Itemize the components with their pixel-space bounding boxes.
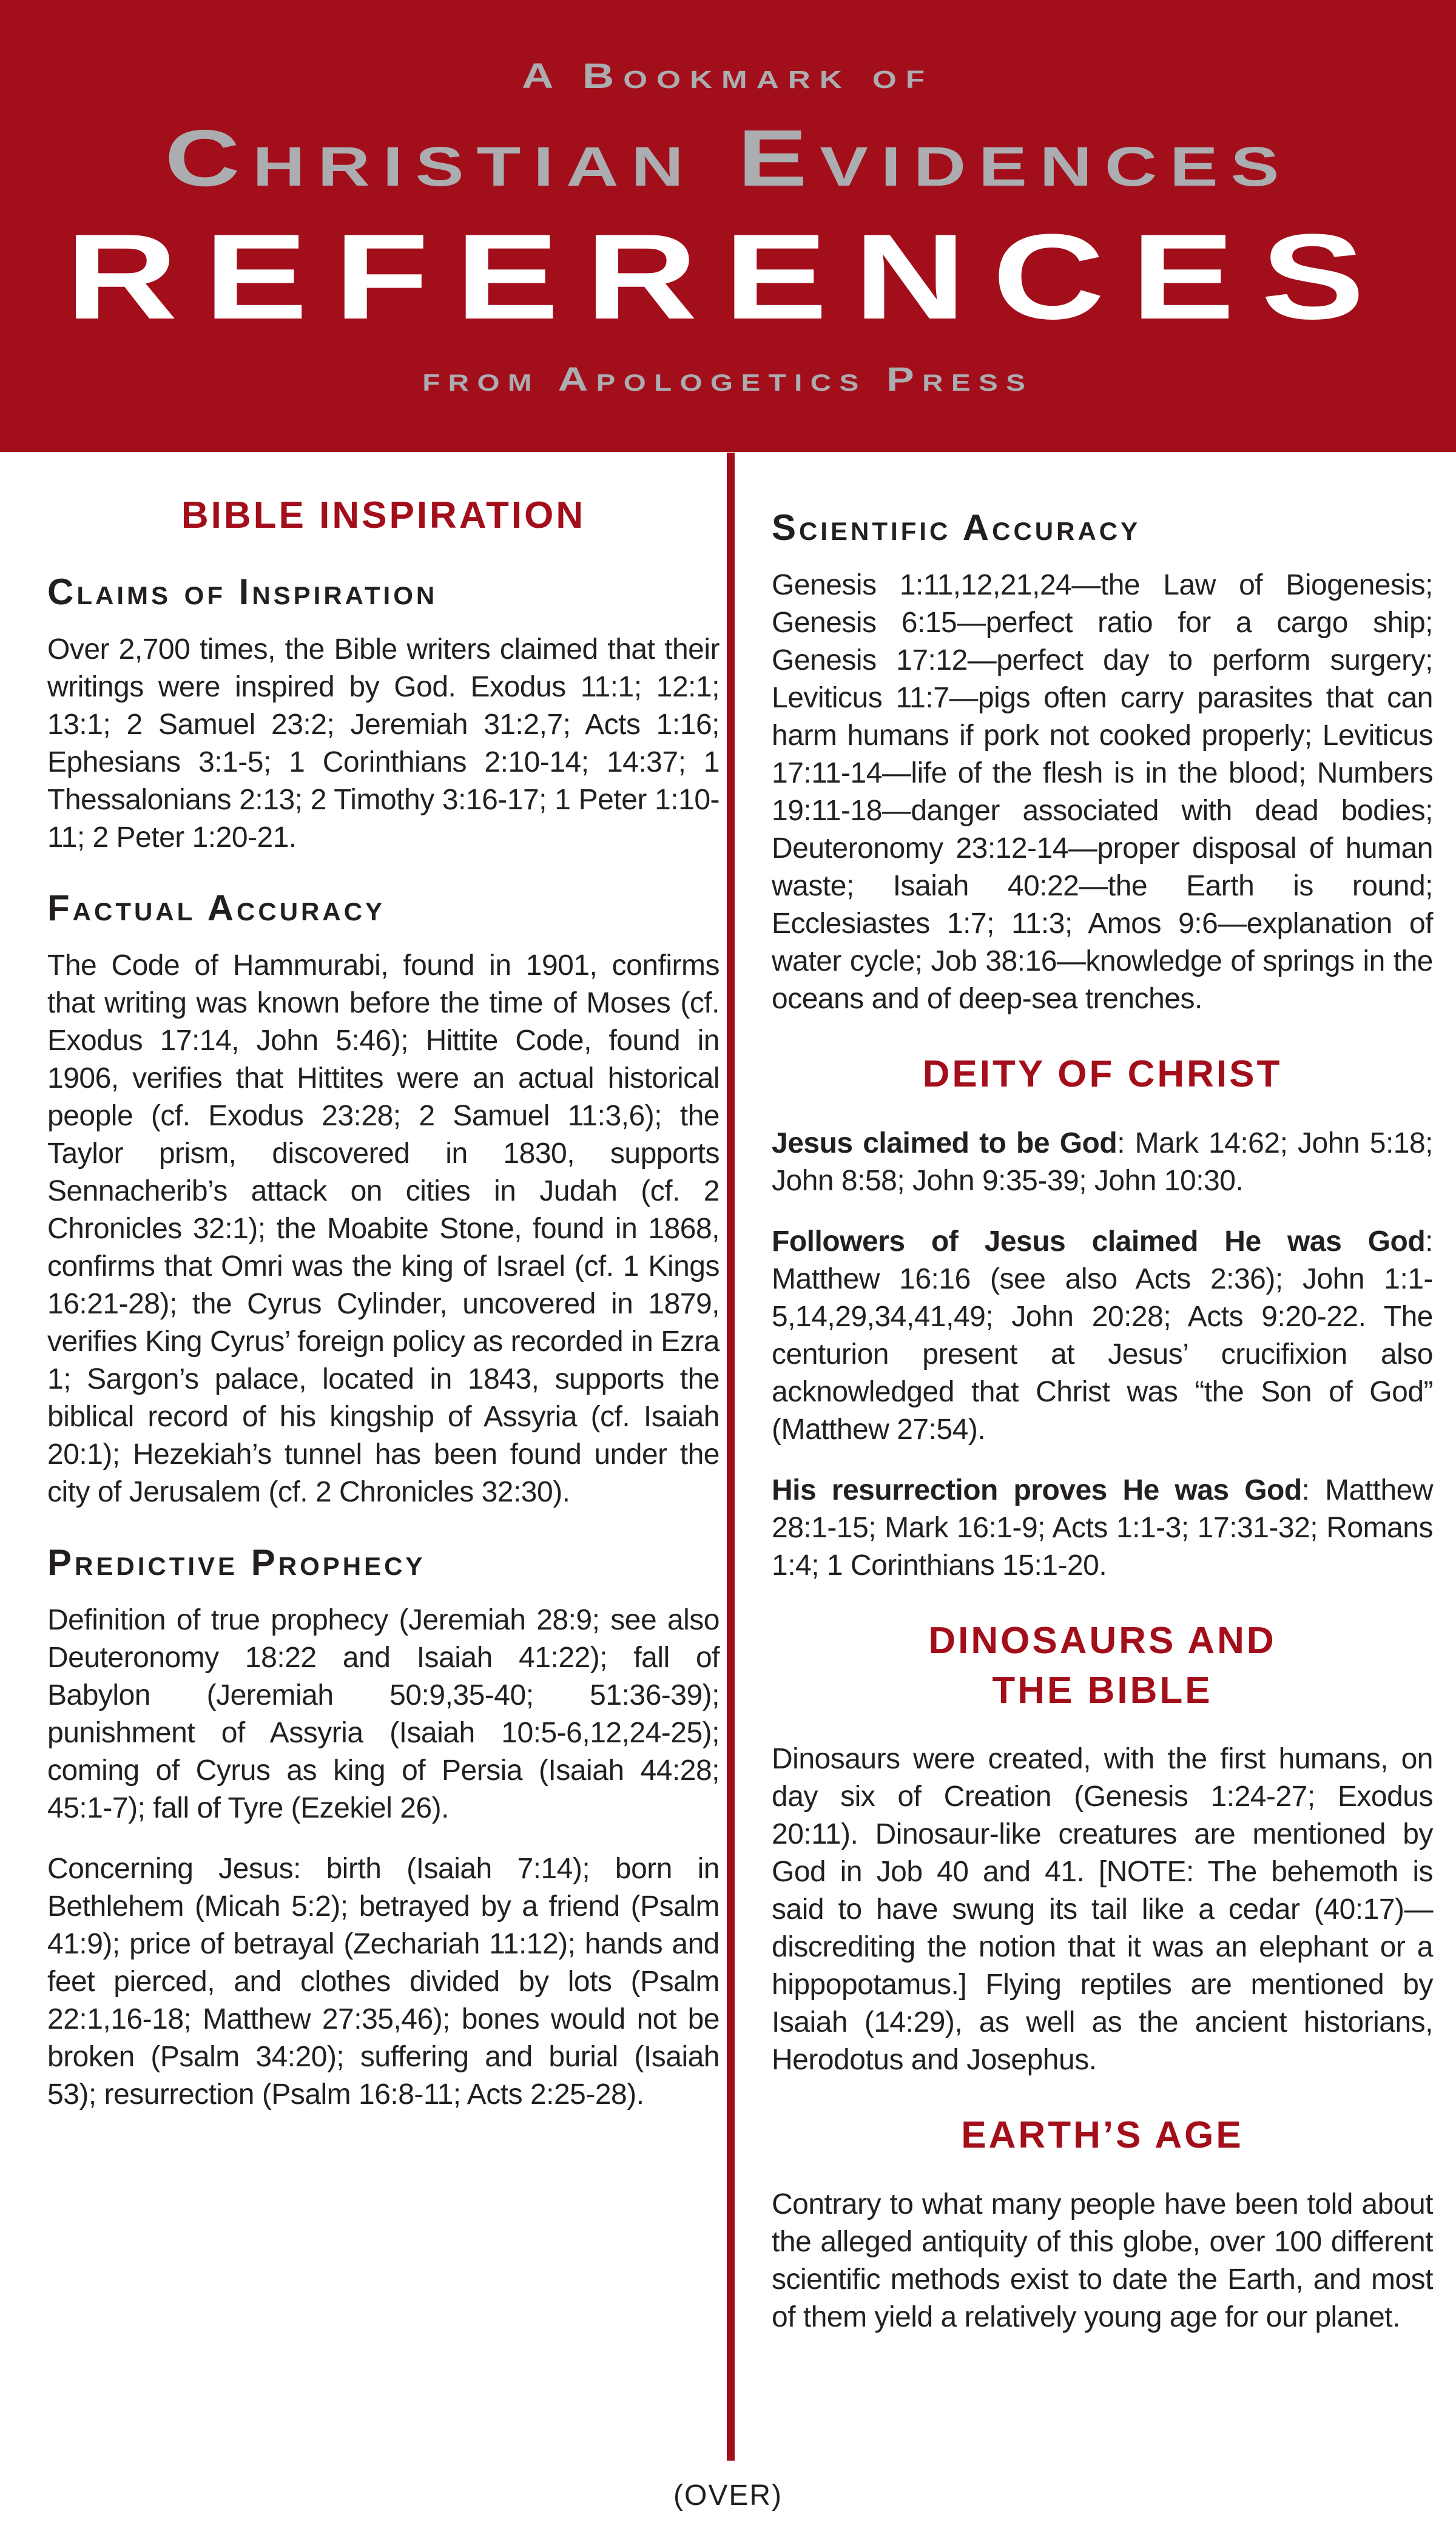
over-label: (OVER)	[673, 2479, 783, 2512]
predictive-prophecy-paragraph-1: Definition of true prophecy (Jeremiah 28:9; see also Deuteronomy 18:22 and Isaiah 41:22); fall of Babylon (Jeremiah 50:9,35-40; 51:36-39); punishment of Assyria (Isaiah 10:5-6,12,24-25); coming of Cyrus as king of Persia (Isaiah 44:28; 45:1-7); fall of Tyre (Ezekiel 26).	[47, 1603, 720, 1824]
masthead-title-line2: REFERENCES	[65, 209, 1391, 345]
bold-lead-in: His resurrection proves He was God	[772, 1474, 1302, 1506]
section-heading-bible-inspiration: BIBLE INSPIRATION	[181, 494, 586, 536]
paragraph-text: : Matthew 16:16 (see also Acts 2:36); John 1:1-5,14,29,34,41,49; John 20:28; Acts 9:20-22. The centurion present at Jesus’ crucifixion also acknowledged that Christ was “the Son of God” (Matthew 27:54).	[772, 1225, 1433, 1446]
masthead	[0, 0, 1456, 452]
deity-paragraph-followers-claimed	[772, 1223, 1433, 1449]
deity-paragraph-jesus-claimed	[772, 1125, 1433, 1200]
subheading-predictive-prophecy: Predictive Prophecy	[47, 1542, 426, 1583]
heading-line-1: DINOSAURS AND	[928, 1619, 1276, 1662]
bold-lead-in: Jesus claimed to be God	[772, 1127, 1117, 1159]
masthead-title-line1: Christian Evidences	[164, 113, 1292, 203]
subheading-scientific-accuracy: Scientific Accuracy	[772, 507, 1141, 548]
heading-line-2: THE BIBLE	[992, 1669, 1213, 1711]
paragraph-text: : Matthew 28:1-15; Mark 16:1-9; Acts 1:1-3; 17:31-32; Romans 1:4; 1 Corinthians 15:1-20.	[772, 1474, 1433, 1582]
bold-lead-in: Followers of Jesus claimed He was God	[772, 1225, 1426, 1258]
masthead-kicker: A Bookmark of	[522, 56, 934, 96]
subheading-claims-of-inspiration: Claims of Inspiration	[47, 571, 438, 612]
section-heading-earths-age: EARTH’S AGE	[961, 2114, 1244, 2157]
right-column	[772, 482, 1433, 2359]
scientific-accuracy-paragraph: Genesis 1:11,12,21,24—the Law of Biogenesis; Genesis 6:15—perfect ratio for a cargo ship; Genesis 17:12—perfect day to perform surgery; Leviticus 11:7—pigs often carry parasites that can harm humans if pork not cooked properly; Leviticus 17:11-14—life of the flesh is in the blood; Numbers 19:11-18—danger associated with dead bodies; Deuteronomy 23:12-14—proper disposal of human waste; Isaiah 40:22—the Earth is round; Ecclesiastes 1:7; 11:3; Amos 9:6—explanation of water cycle; Job 38:16—knowledge of springs in the oceans and of deep-sea trenches.	[772, 569, 1433, 1015]
section-heading-deity-of-christ: DEITY OF CHRIST	[922, 1053, 1282, 1095]
paragraph-text: : Mark 14:62; John 5:18; John 8:58; John 9:35-39; John 10:30.	[772, 1127, 1434, 1197]
earths-age-paragraph: Contrary to what many people have been told about the alleged antiquity of this globe, over 100 different scientific methods exist to date the Earth, and most of them yield a relatively young age for our planet.	[772, 2188, 1433, 2334]
claims-paragraph: Over 2,700 times, the Bible writers claimed that their writings were inspired by God. Exodus 11:1; 12:1; 13:1; 2 Samuel 23:2; Jeremiah 31:2,7; Acts 1:16; Ephesians 3:1-5; 1 Corinthians 2:10-14; 14:37; 1 Thessalonians 2:13; 2 Timothy 3:16-17; 1 Peter 1:10-11; 2 Peter 1:20-21.	[47, 633, 720, 854]
predictive-prophecy-paragraph-2: Concerning Jesus: birth (Isaiah 7:14); born in Bethlehem (Micah 5:2); betrayed by a friend (Psalm 41:9); price of betrayal (Zechariah 11:12); hands and feet pierced, and clothes divided by lots (Psalm 22:1,16-18; Matthew 27:35,46); bones would not be broken (Psalm 34:20); suffering and burial (Isaiah 53); resurrection (Psalm 16:8-11; Acts 2:25-28).	[47, 1852, 720, 2111]
factual-accuracy-paragraph: The Code of Hammurabi, found in 1901, confirms that writing was known before the time of Moses (cf. Exodus 17:14, John 5:46); Hittite Code, found in 1906, verifies that Hittites were an actual historical people (cf. Exodus 23:28; 2 Samuel 11:3,6); the Taylor prism, discovered in 1830, supports Sennacherib’s attack on cities in Judah (cf. 2 Chronicles 32:1); the Moabite Stone, found in 1868, confirms that Omri was the king of Israel (cf. 1 Kings 16:21-28); the Cyrus Cylinder, uncovered in 1879, verifies King Cyrus’ foreign policy as recorded in Ezra 1; Sargon’s palace, located in 1843, supports the biblical record of his kingship of Assyria (cf. Isaiah 20:1); Hezekiah’s tunnel has been found under the city of Jerusalem (cf. 2 Chronicles 32:30).	[47, 949, 720, 1508]
deity-paragraph-resurrection-proves	[772, 1472, 1433, 1585]
masthead-subtitle: from Apologetics Press	[422, 360, 1034, 398]
dinosaurs-paragraph: Dinosaurs were created, with the first humans, on day six of Creation (Genesis 1:24-27; Exodus 20:11). Dinosaur-like creatures are mentioned by God in Job 40 and 41. [NOTE: The behemoth is said to have swung its tail like a cedar (40:17)—discrediting the notion that it was an elephant or a hippopotamus.] Flying reptiles are mentioned by Isaiah (14:29), as well as the ancient historians, Herodotus and Josephus.	[772, 1743, 1433, 2077]
left-column	[47, 482, 720, 2137]
subheading-factual-accuracy: Factual Accuracy	[47, 887, 386, 928]
section-heading-dinosaurs-and-the-bible	[772, 1616, 1433, 1716]
column-divider-rule	[727, 453, 735, 2461]
